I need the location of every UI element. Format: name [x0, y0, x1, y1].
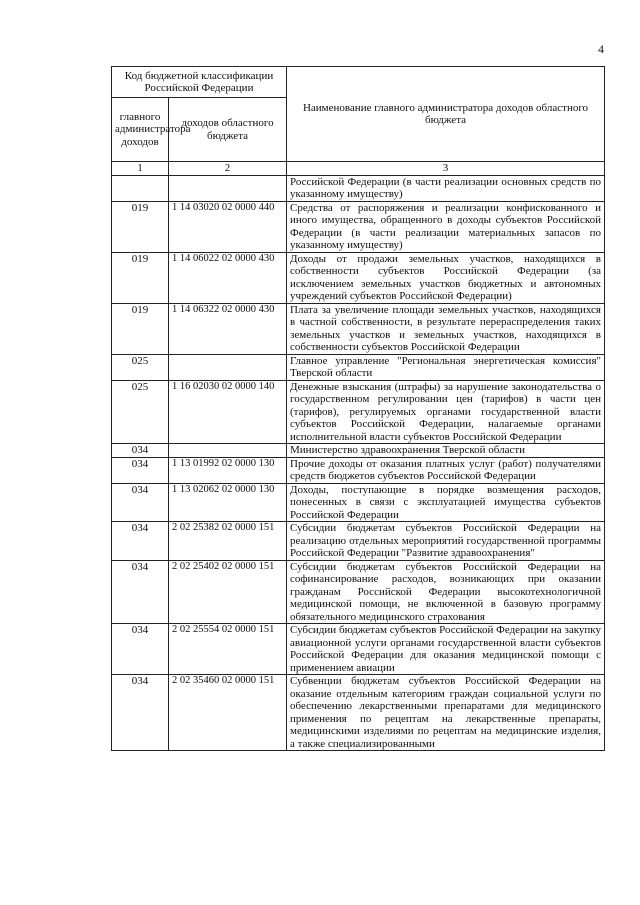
description-cell: Министерство здравоохранения Тверской области	[287, 444, 605, 458]
income-code-cell: 1 14 03020 02 0000 440	[169, 201, 287, 252]
admin-code-cell: 034	[112, 483, 169, 522]
income-code-cell: 1 16 02030 02 0000 140	[169, 380, 287, 444]
table-row	[112, 560, 605, 624]
column-number-2: 2	[169, 162, 287, 176]
income-code-cell	[169, 175, 287, 201]
column-number-3: 3	[287, 162, 605, 176]
budget-classification-table	[111, 66, 605, 751]
admin-code-cell: 034	[112, 522, 169, 561]
table-row	[112, 252, 605, 303]
income-code-cell: 2 02 25382 02 0000 151	[169, 522, 287, 561]
admin-code-cell: 019	[112, 201, 169, 252]
table-row	[112, 175, 605, 201]
admin-code-cell: 019	[112, 303, 169, 354]
admin-code-cell: 034	[112, 457, 169, 483]
table-row	[112, 444, 605, 458]
description-cell: Субсидии бюджетам субъектов Российской Федерации на реализацию отдельных мероприятий государственной программы Российской Федерации "Развитие здравоохранения"	[287, 522, 605, 561]
description-cell: Субсидии бюджетам субъектов Российской Федерации на закупку авиационной услуги органами государственной власти субъектов Российской Федерации для оказания медицинской помощи с применением авиации	[287, 624, 605, 675]
income-code-cell: 2 02 35460 02 0000 151	[169, 675, 287, 751]
description-cell: Доходы, поступающие в порядке возмещения расходов, понесенных в связи с эксплуатацией имущества субъектов Российской Федерации	[287, 483, 605, 522]
table-row	[112, 201, 605, 252]
income-code-cell: 1 13 02062 02 0000 130	[169, 483, 287, 522]
income-code-cell: 1 14 06022 02 0000 430	[169, 252, 287, 303]
income-code-cell: 1 14 06322 02 0000 430	[169, 303, 287, 354]
table-row	[112, 483, 605, 522]
kbk-group-header: Код бюджетной классификации Российской Федерации	[112, 67, 287, 98]
description-cell: Средства от распоряжения и реализации конфискованного и иного имущества, обращенного в доходы субъектов Российской Федерации (в части реализации материальных запасов по указанному имуществу)	[287, 201, 605, 252]
description-cell: Денежные взыскания (штрафы) за нарушение законодательства о государственном регулировании цен (тарифов) в части цен (тарифов), регулируемых органами государственной власти субъектов Российской Федерации, налагаемые органами исполнительной власти субъектов Российской Федерации	[287, 380, 605, 444]
admin-code-cell: 034	[112, 444, 169, 458]
income-code-cell: 2 02 25554 02 0000 151	[169, 624, 287, 675]
table-row	[112, 354, 605, 380]
admin-code-cell	[112, 175, 169, 201]
income-code-cell: 1 13 01992 02 0000 130	[169, 457, 287, 483]
table-row	[112, 522, 605, 561]
description-cell: Плата за увеличение площади земельных участков, находящихся в частной собственности, в результате перераспределения таких земельных участков и земельных участков, находящихся в собственности субъектов Российской Федерации	[287, 303, 605, 354]
table-row	[112, 380, 605, 444]
admin-column-header: главного администратора доходов	[112, 98, 169, 162]
description-cell: Прочие доходы от оказания платных услуг (работ) получателями средств бюджетов субъектов Российской Федерации	[287, 457, 605, 483]
description-cell: Российской Федерации (в части реализации основных средств по указанному имуществу)	[287, 175, 605, 201]
table-row	[112, 303, 605, 354]
description-cell: Субсидии бюджетам субъектов Российской Федерации на софинансирование расходов, возникающих при оказании гражданам Российской Федерации высокотехнологичной медицинской помощи, не включенной в базовую программу обязательного медицинского страхования	[287, 560, 605, 624]
description-cell: Главное управление "Региональная энергетическая комиссия" Тверской области	[287, 354, 605, 380]
admin-code-cell: 025	[112, 380, 169, 444]
admin-code-cell: 034	[112, 624, 169, 675]
income-code-cell	[169, 354, 287, 380]
table-row	[112, 624, 605, 675]
admin-code-cell: 019	[112, 252, 169, 303]
page-number: 4	[598, 42, 604, 56]
income-code-cell	[169, 444, 287, 458]
table-row	[112, 457, 605, 483]
column-number-1: 1	[112, 162, 169, 176]
income-column-header: доходов областного бюджета	[169, 98, 287, 162]
income-code-cell: 2 02 25402 02 0000 151	[169, 560, 287, 624]
table-body	[112, 175, 605, 751]
table-row	[112, 675, 605, 751]
admin-code-cell: 034	[112, 560, 169, 624]
admin-code-cell: 034	[112, 675, 169, 751]
name-column-header: Наименование главного администратора доходов областного бюджета	[287, 67, 605, 162]
description-cell: Субвенции бюджетам субъектов Российской Федерации на оказание отдельным категориям граждан социальной услуги по обеспечению лекарственными препаратами для медицинского применения по рецептам на лекарственные препараты, медицинскими изделиями по рецептам на медицинские изделия, а также специализированными	[287, 675, 605, 751]
description-cell: Доходы от продажи земельных участков, находящихся в собственности субъектов Российской Федерации (за исключением земельных участков бюджетных и автономных учреждений субъектов Российской Федерации)	[287, 252, 605, 303]
admin-code-cell: 025	[112, 354, 169, 380]
